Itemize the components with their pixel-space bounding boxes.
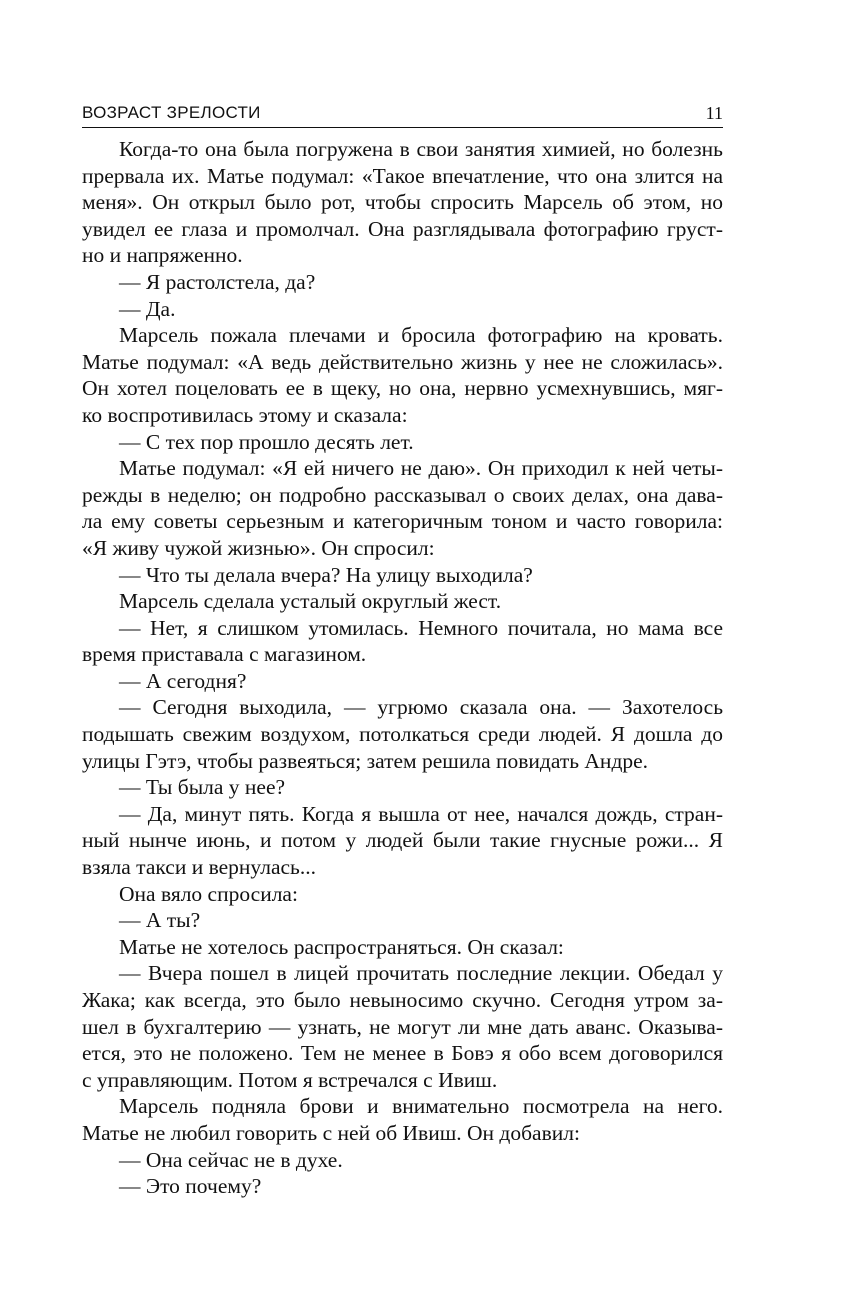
text-line: увидел ее глаза и промолчал. Она разглядывала фотографию груст- [82, 216, 723, 241]
text-line: — Вчера пошел в лицей прочитать последние лекции. Обедал у [119, 961, 723, 986]
text-line: — С тех пор прошло десять лет. [119, 429, 414, 454]
text-line: Марсель подняла брови и внимательно посмотрела на него. [119, 1094, 723, 1119]
text-line: — Ты была у нее? [119, 775, 286, 800]
text-line: Матье подумал: «А ведь действительно жизнь у нее не сложилась». [82, 349, 723, 374]
text-line: Матье не любил говорить с ней об Ивиш. Он добавил: [82, 1120, 580, 1145]
text-line: режды в неделю; он подробно рассказывал о своих делах, она дава- [82, 482, 723, 507]
text-line: — А ты? [119, 908, 201, 933]
running-title: ВОЗРАСТ ЗРЕЛОСТИ [82, 103, 261, 122]
text-line: Матье не хотелось распространяться. Он сказал: [119, 934, 564, 959]
text-line: Марсель сделала усталый округлый жест. [119, 589, 502, 614]
text-line: — Да, минут пять. Когда я вышла от нее, начался дождь, стран- [119, 801, 723, 826]
text-line: Она вяло спросила: [119, 881, 298, 906]
text-line: улицы Гэтэ, чтобы развеяться; затем решила повидать Андре. [82, 748, 649, 773]
text-line: — Это почему? [119, 1174, 262, 1199]
text-line: ный нынче июнь, и потом у людей были такие гнусные рожи... Я [82, 828, 723, 853]
text-line: меня». Он открыл было рот, чтобы спросить Марсель об этом, но [82, 190, 723, 215]
text-line: ется, это не положено. Тем не менее в Бовэ я обо всем договорился [82, 1041, 723, 1066]
text-line: с управляющим. Потом я встречался с Ивиш. [82, 1067, 498, 1092]
text-line: Он хотел поцеловать ее в щеку, но она, нервно усмехнувшись, мяг- [82, 376, 723, 401]
text-line: Жака; как всегда, это было невыносимо скучно. Сегодня утром за- [82, 988, 723, 1012]
text-line: Марсель пожала плечами и бросила фотографию на кровать. [119, 323, 723, 348]
text-line: подышать свежим воздухом, потолкаться среди людей. Я дошла до [82, 722, 723, 747]
page-header [82, 101, 723, 128]
text-line: ко воспротивилась этому и сказала: [82, 402, 408, 427]
text-line: ла ему советы серьезным и категоричным тоном и часто говорила: [82, 509, 723, 534]
text-line: — Она сейчас не в духе. [119, 1147, 343, 1172]
text-line: «Я живу чужой жизнью». Он спросил: [82, 535, 435, 560]
text-line: — Сегодня выходила, — угрюмо сказала она. — Захотелось [119, 695, 723, 720]
text-line: взяла такси и вернулась... [82, 855, 316, 880]
text-line: шел в бухгалтерию — узнать, не могут ли мне дать аванс. Оказыва- [82, 1014, 723, 1039]
text-line: — Нет, я слишком утомилась. Немного почитала, но мама все [119, 615, 723, 640]
text-line: но и напряженно. [82, 243, 243, 268]
text-line: — Да. [119, 296, 176, 321]
body-text [82, 136, 723, 1200]
text-line: прервала их. Матье подумал: «Такое впечатление, что она злится на [82, 163, 723, 188]
text-line: — А сегодня? [119, 668, 247, 693]
text-line: Когда-то она была погружена в свои занятия химией, но болезнь [119, 137, 723, 161]
text-line: — Я растолстела, да? [119, 269, 316, 294]
page-number: 11 [705, 103, 723, 123]
text-line: время приставала с магазином. [82, 642, 367, 667]
text-line: — Что ты делала вчера? На улицу выходила? [119, 562, 533, 587]
text-line: Матье подумал: «Я ей ничего не даю». Он приходил к ней четы- [119, 456, 723, 481]
